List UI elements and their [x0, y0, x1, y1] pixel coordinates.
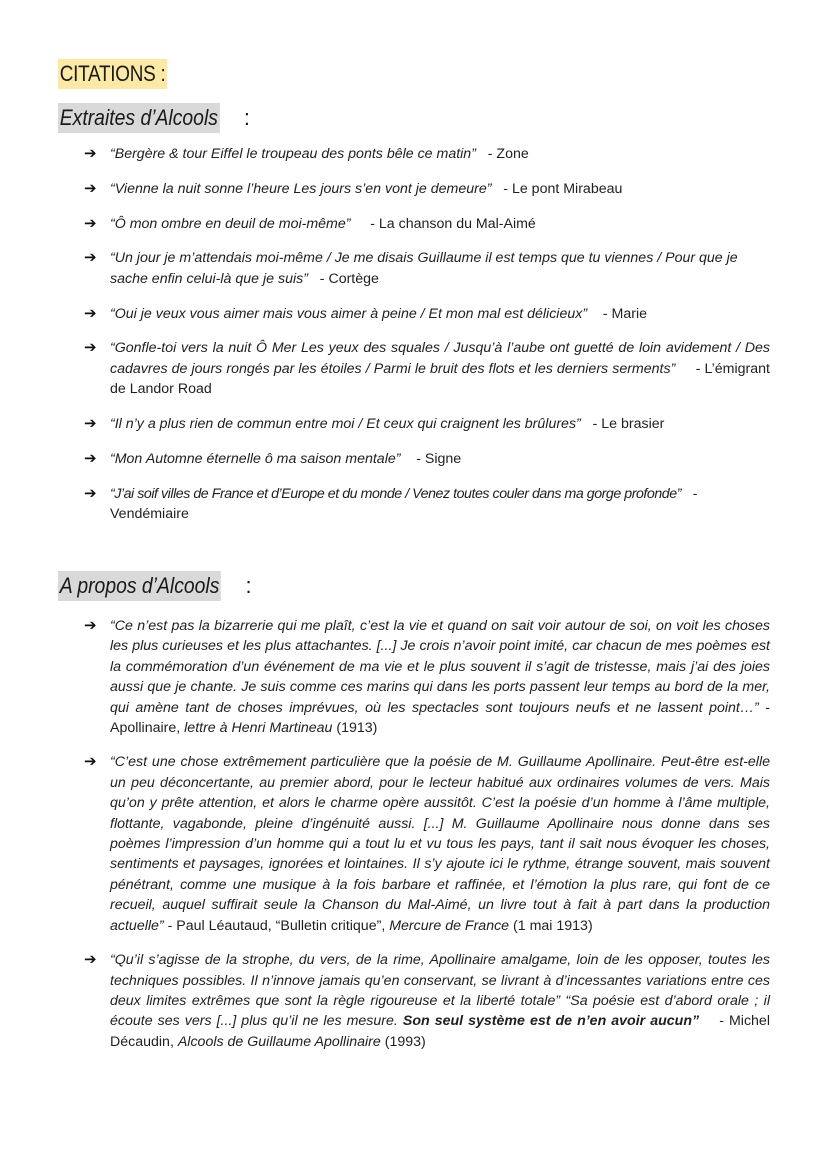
- list-item: [84, 144, 770, 164]
- section-heading-extraites: [58, 103, 250, 133]
- quote-text: “Mon Automne éternelle ô ma saison mentale”: [110, 450, 401, 467]
- quote-date: (1 mai 1913): [513, 917, 593, 934]
- right-arrow-icon: ➔: [84, 951, 97, 969]
- list-item: [84, 214, 770, 234]
- quote-text: “Gonfle-toi vers la nuit Ô Mer Les yeux des squales / Jusqu’à l’aube ont guetté de loin avidement / Des cadavres de jours rongés par les étoiles / Parmi le bruit des flots et les derniers serments”: [110, 340, 770, 377]
- page-title: CITATIONS :: [58, 59, 167, 89]
- right-arrow-icon: ➔: [84, 145, 97, 162]
- quote-text: “Vienne la nuit sonne l’heure Les jours s’en vont je demeure”: [110, 180, 492, 197]
- quote-text: “Oui je veux vous aimer mais vous aimer à peine / Et mon mal est délicieux”: [110, 305, 588, 322]
- list-item: [84, 414, 770, 434]
- quote-text: “Il n’y a plus rien de commun entre moi / Et ceux qui craignent les brûlures”: [110, 416, 581, 432]
- quote-text: “C’est une chose extrêmement particulière que la poésie de M. Guillaume Apollinaire. Peut-être est-elle un peu déconcertante, au premier abord, pour le lecteur habitué aux ordinaires volumes de vers. Mais qu’on y prête attention, et alors le charme opère aussitôt. C’est la poésie d’un homme à l’âme multiple, flottante, vagabonde, pleine d’ingénuité aussi. [...] M. Guillaume Apollinaire nous donne dans ses poèmes l’impression d’un homme qui a tout lu et vu tous les pays, tant il sait nous évoquer les choses, sentiments et paysages, ignorées et lointaines. Il s’y ajoute ici le rythme, étrange souvent, mais souvent pénétrant, comme une musique à la fois barbare et raffinée, et l’émotion la plus rare, qui font de ce recueil, auquel suffirait seule la Chanson du Mal-Aimé, un livre tout à fait à part dans la production actuelle”: [110, 754, 770, 934]
- quote-date: (1913): [336, 720, 378, 737]
- right-arrow-icon: ➔: [84, 179, 97, 197]
- quote-work: lettre à Henri Martineau: [184, 720, 333, 737]
- section-heading-text: A propos d’Alcools: [58, 571, 221, 601]
- quote-source: - L’émigrant de Landor Road: [110, 360, 770, 398]
- quote-date: (1993): [384, 1033, 426, 1050]
- quote-text: “Qu’il s’agisse de la strophe, du vers, de la rime, Apollinaire amalgame, loin de les opposer, toutes les techniques possibles. Il n’innove jamais qu’en conservant, se livrant à d’incessantes variations entre ces deux limites extrêmes que sont la règle rigoureuse et la liberté totale”: [110, 952, 770, 1009]
- quote-source: - Vendémiaire: [110, 485, 698, 522]
- quote-text: “Ô mon ombre en deuil de moi-même”: [110, 215, 351, 232]
- right-arrow-icon: ➔: [84, 415, 97, 432]
- quote-author: - Paul Léautaud, “Bulletin critique”,: [167, 917, 386, 934]
- section-heading-colon: :: [243, 105, 250, 130]
- list-item: [84, 338, 770, 399]
- list-item: [84, 179, 770, 199]
- list-item: [84, 304, 770, 324]
- quote-work: Mercure de France: [389, 917, 510, 934]
- list-item: [84, 950, 770, 1052]
- quote-work: Alcools de Guillaume Apollinaire: [177, 1033, 381, 1050]
- right-arrow-icon: ➔: [84, 339, 97, 357]
- list-item: [84, 752, 770, 936]
- right-arrow-icon: ➔: [84, 214, 97, 232]
- list-item: [84, 616, 770, 738]
- list-item: [84, 449, 770, 469]
- list-item: [84, 484, 770, 525]
- right-arrow-icon: ➔: [84, 484, 97, 502]
- quote-text: “J’ai soif villes de France et d’Europe et du monde / Venez toutes couler dans ma gorge profonde”: [110, 485, 681, 502]
- right-arrow-icon: ➔: [84, 753, 97, 771]
- title-wrap: [58, 59, 185, 89]
- quote-text: “Un jour je m’attendais moi-même / Je me disais Guillaume il est temps que tu viennes / Pour que je sache enfin celui-là que je suis”: [110, 250, 738, 287]
- right-arrow-icon: ➔: [84, 449, 97, 467]
- quote-text: “Bergère & tour Eiffel le troupeau des ponts bêle ce matin”: [110, 146, 476, 162]
- right-arrow-icon: ➔: [84, 617, 97, 634]
- quote-text-bold: Son seul système est de n’en avoir aucun”: [402, 1013, 700, 1030]
- quote-author: - Michel Décaudin,: [110, 1013, 770, 1050]
- section-heading-colon: :: [245, 573, 252, 598]
- quote-source: - Le pont Mirabeau: [503, 180, 623, 197]
- quote-source: - Le brasier: [592, 416, 665, 432]
- quote-source: - Marie: [602, 305, 647, 322]
- right-arrow-icon: ➔: [84, 249, 97, 267]
- quote-source: - La chanson du Mal-Aimé: [370, 215, 536, 232]
- quote-text-second: “Sa poésie est d’abord orale ; il écoute ses vers [...] plus qu’il ne les mesure.: [110, 992, 770, 1030]
- section-heading-a-propos: [58, 571, 252, 601]
- list-item: [84, 248, 770, 289]
- citation-list-extraites: [84, 144, 770, 539]
- right-arrow-icon: ➔: [84, 304, 97, 322]
- section-heading-text: Extraites d’Alcools: [58, 103, 220, 133]
- quote-text: “Ce n’est pas la bizarrerie qui me plaît, c’est la vie et quand on sait voir autour de soi, on voit les choses les plus curieuses et les plus attachantes. [...] Je crois n’avoir point imité, car chacun de mes poèmes est la commémoration d’un événement de ma vie et le plus souvent il s’agit de tristesse, mais j’ai des joies aussi que je chante. Je suis comme ces marins qui dans les ports passent leur temps au bord de la mer, qui amène tant de choses imprévues, où les spectacles sont toujours neufs et ne lassent point…”: [110, 618, 770, 716]
- quote-source: - Cortège: [319, 270, 379, 287]
- quote-source: - Zone: [487, 146, 529, 162]
- quote-source: - Signe: [416, 450, 462, 467]
- citation-list-a-propos: [84, 616, 770, 1066]
- quote-author: - Apollinaire,: [110, 699, 770, 737]
